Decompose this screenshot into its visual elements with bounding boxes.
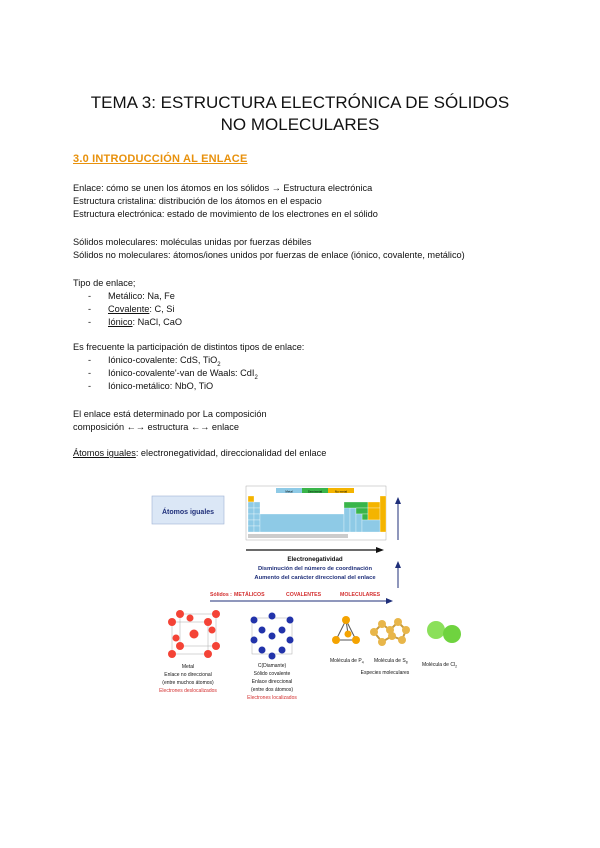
page-title-line2: NO MOLECULARES — [220, 115, 380, 134]
coordination-label: Disminución del número de coordinación — [257, 566, 373, 572]
mixed-heading: Es frecuente la participación de distintos tipos de enlace: — [73, 342, 305, 352]
determined-line1: El enlace está determinado por La composición — [73, 409, 267, 419]
metal-caption-4: Electrones deslocalizados — [159, 688, 217, 694]
same-atoms-rest: : electronegatividad, direccionalidad del enlace — [135, 448, 327, 458]
definition-enlace: Enlace: cómo se unen los átomos en los sólidos → Estructura electrónica — [73, 183, 373, 193]
bond-label: Iónico — [108, 317, 133, 327]
solids-molecular: Sólidos moleculares: moléculas unidas por fuerzas débiles — [73, 237, 312, 247]
diamond-lattice — [251, 613, 294, 660]
same-atoms-label: Átomos iguales — [73, 448, 136, 458]
diamond-caption-3: Enlace direccional — [251, 679, 293, 685]
bond-item-ionico — [88, 316, 182, 329]
section-heading: 3.0 INTRODUCCIÓN AL ENLACE — [73, 153, 248, 165]
subscript: 2 — [254, 374, 258, 381]
s8-molecule — [370, 618, 410, 646]
molecular-species-caption: Especies moleculares — [360, 670, 410, 676]
covalentes-label: COVALENTES — [286, 592, 322, 598]
solids-non-molecular: Sólidos no moleculares: átomos/iones unidos por fuerzas de enlace (iónico, covalente, metálico) — [73, 250, 465, 260]
mixed-text: Iónico-metálico: NbO, TiO — [108, 381, 214, 391]
ptable-nonmetal-label: No-metal — [334, 489, 348, 494]
bond-label: Covalente — [108, 304, 150, 314]
metal-caption-3: (entre muchos átomos) — [162, 680, 214, 686]
bullet-dash: - — [88, 381, 92, 391]
same-atoms-box-label: Átomos iguales — [161, 509, 215, 516]
s8-caption: Molécula de $S_8$ — [374, 658, 408, 665]
mixed-text: Iónico-covalente'-van de Waals: CdI — [108, 368, 255, 378]
moleculares-label: MOLECULARES — [340, 592, 381, 598]
metalicos-label: METÁLICOS — [234, 592, 265, 598]
metal-caption-1: Metal — [181, 664, 195, 670]
bullet-dash: - — [88, 304, 92, 314]
bond-examples: : NaCl, CaO — [132, 317, 183, 327]
p4-caption: Molécula de $P_4$ — [330, 658, 364, 665]
bullet-dash: - — [88, 317, 92, 327]
diamond-caption-1: C(Diamante) — [257, 663, 287, 669]
definition-cristalina: Estructura cristalina: distribución de los átomos en el espacio — [73, 196, 322, 206]
diamond-caption-5: Electrones localizados — [247, 695, 297, 701]
bond-examples: : Na, Fe — [142, 291, 175, 301]
metal-caption-2: Enlace no direccional — [164, 672, 212, 678]
subscript: 2 — [217, 361, 221, 368]
periodic-table — [246, 486, 386, 540]
electronegativity-label: Electronegatividad — [287, 556, 343, 563]
directional-label: Aumento del carácter direccional del enlace — [254, 575, 376, 581]
bullet-dash: - — [88, 368, 92, 378]
bond-item-covalente — [88, 303, 174, 316]
bond-examples: : C, Si — [149, 304, 175, 314]
bonding-figure — [150, 484, 420, 714]
p4-molecule — [332, 616, 360, 644]
ptable-metal-label: Metal — [285, 489, 293, 494]
determined-line2: composición ←→ estructura ←→ enlace — [73, 422, 239, 432]
cl2-molecule — [418, 612, 478, 672]
diamond-caption-4: (entre dos átomos) — [251, 687, 293, 693]
bullet-dash: - — [88, 291, 92, 301]
cl2-caption: Molécula de $Cl_2$ — [422, 662, 458, 669]
solids-label: Sólidos : — [210, 592, 232, 598]
metal-lattice — [168, 610, 220, 658]
diamond-caption-2: Sólido covalente — [253, 671, 291, 677]
bullet-dash: - — [88, 355, 92, 365]
bond-types-heading: Tipo de enlace; — [73, 278, 136, 288]
mixed-text: Iónico-covalente: CdS, TiO — [108, 355, 218, 365]
mixed-item-3 — [88, 380, 213, 393]
ptable-semimetal-label: Semimetal — [307, 489, 323, 494]
definition-electronica: Estructura electrónica: estado de movimiento de los electrones en el sólido — [73, 209, 378, 219]
bond-item-metalico — [88, 290, 175, 303]
bond-label: Metálico — [108, 291, 143, 301]
same-atoms-line — [73, 447, 326, 460]
page-title: TEMA 3: ESTRUCTURA ELECTRÓNICA DE SÓLIDOS — [90, 93, 510, 112]
